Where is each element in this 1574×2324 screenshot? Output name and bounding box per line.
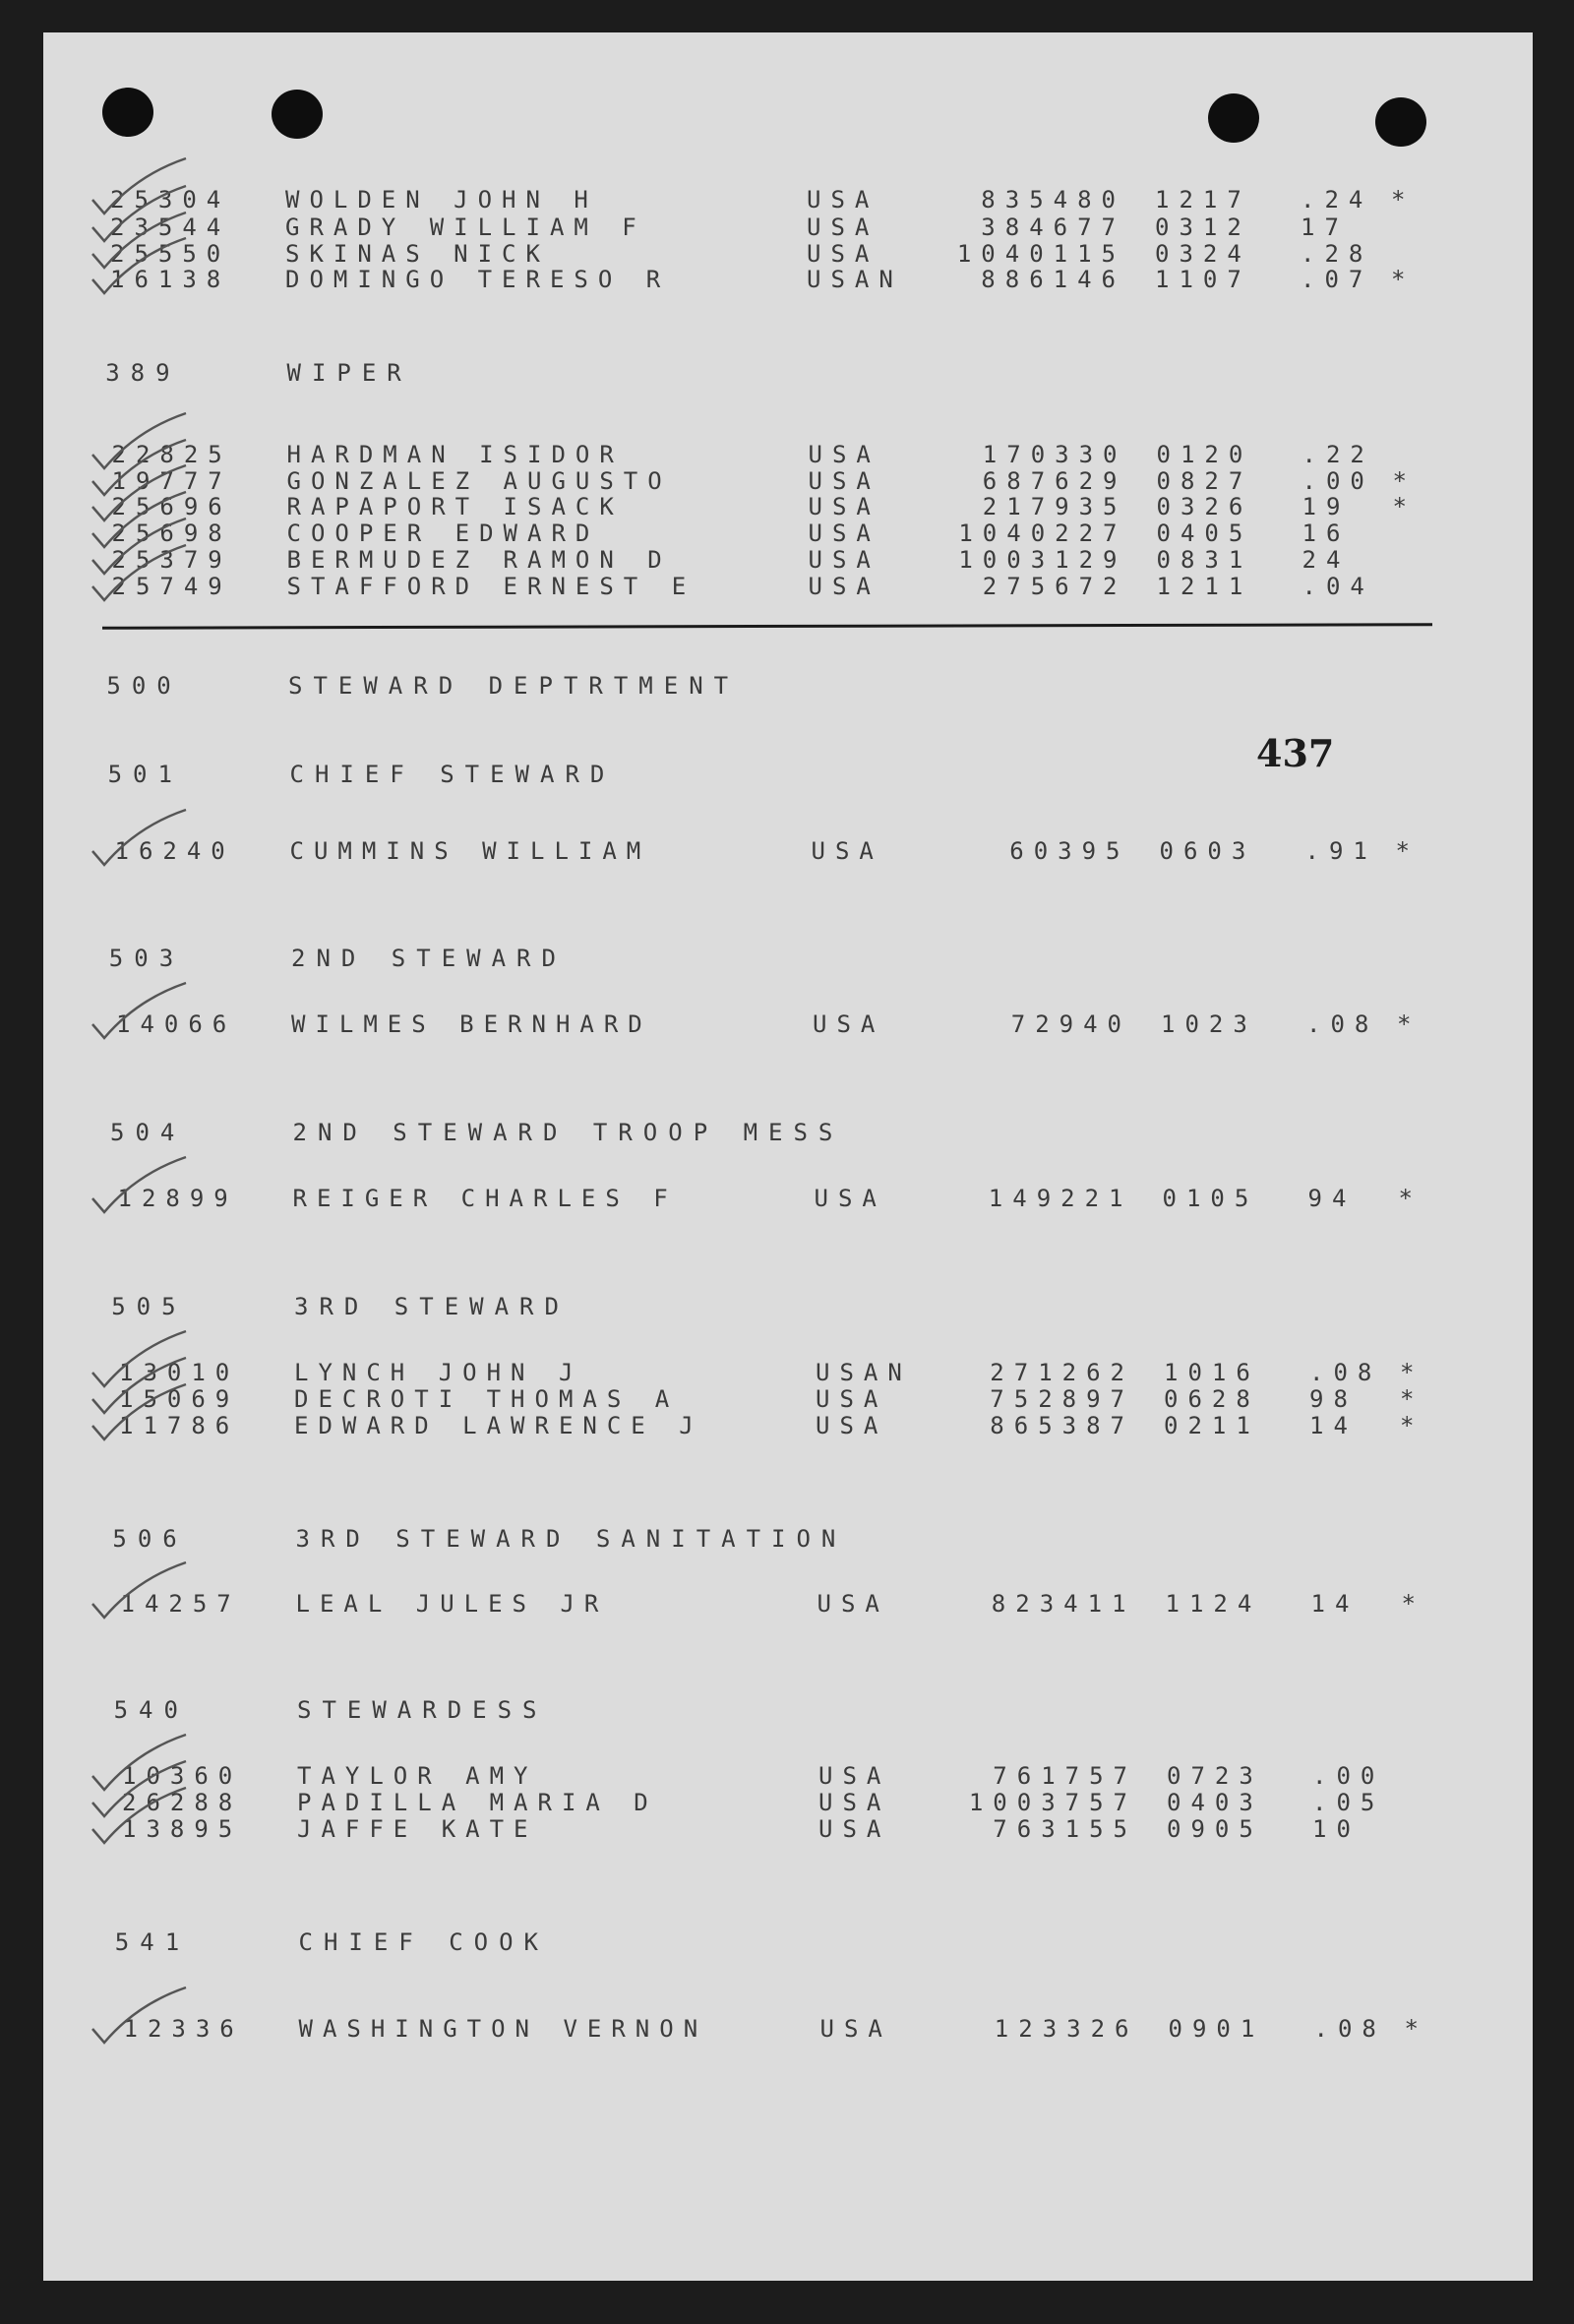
crew-cit: USA xyxy=(808,467,880,495)
crew-name: COOPER EDWARD xyxy=(286,520,600,547)
crew-num: 25550 xyxy=(110,240,231,268)
crew-mark: * xyxy=(1395,837,1420,865)
crew-row xyxy=(43,186,1533,215)
crew-id: 763155 xyxy=(993,1815,1137,1843)
crew-mark: * xyxy=(1400,1385,1424,1413)
crew-row xyxy=(45,546,1535,576)
punch-hole xyxy=(1375,97,1426,147)
crew-pct: 14 xyxy=(1309,1412,1358,1439)
crew-id: 687629 xyxy=(982,467,1127,495)
crew-row xyxy=(49,1010,1539,1040)
crew-cit: USAN xyxy=(816,1359,912,1386)
crew-name: GRADY WILLIAM F xyxy=(285,214,646,241)
section-title: WIPER xyxy=(286,359,412,387)
section-code: 503 xyxy=(108,945,185,972)
crew-name: SKINAS NICK xyxy=(285,240,550,268)
crew-pct: 16 xyxy=(1302,520,1351,547)
crew-num: 14257 xyxy=(120,1590,241,1618)
crew-row xyxy=(55,1762,1544,1792)
crew-id: 72940 xyxy=(1010,1010,1131,1038)
crew-pct: .91 xyxy=(1304,837,1377,865)
punch-hole xyxy=(1208,93,1259,143)
crew-name: DECROTI THOMAS A xyxy=(294,1385,680,1413)
crew-num: 25696 xyxy=(111,493,232,520)
crew-name: EDWARD LAWRENCE J xyxy=(294,1412,703,1439)
crew-row xyxy=(48,837,1538,867)
crew-name: CUMMINS WILLIAM xyxy=(289,837,651,865)
crew-num: 25749 xyxy=(111,573,232,600)
crew-row xyxy=(45,573,1535,602)
section-code: 541 xyxy=(114,1928,191,1956)
crew-num: 25698 xyxy=(111,520,232,547)
crew-pct: .08 xyxy=(1309,1359,1382,1386)
crew-id: 865387 xyxy=(990,1412,1134,1439)
crew-row xyxy=(54,1590,1544,1620)
crew-pct: .04 xyxy=(1302,573,1374,600)
section-title: STEWARD DEPTRTMENT xyxy=(288,672,740,700)
crew-num: 16240 xyxy=(114,837,235,865)
crew-date: 0324 xyxy=(1155,240,1251,268)
crew-cit: USA xyxy=(811,837,883,865)
crew-id: 60395 xyxy=(1009,837,1130,865)
crew-cit: USA xyxy=(808,573,880,600)
crew-pct: 98 xyxy=(1309,1385,1358,1413)
crew-pct: 10 xyxy=(1312,1815,1361,1843)
section-title: STEWARDESS xyxy=(297,1696,548,1724)
crew-pct: .00 xyxy=(1302,467,1374,495)
crew-num: 10360 xyxy=(122,1762,243,1790)
punch-hole xyxy=(102,88,153,137)
crew-cit: USA xyxy=(808,520,880,547)
crew-id: 275672 xyxy=(982,573,1127,600)
crew-mark: * xyxy=(1400,1412,1424,1439)
crew-pct: .24 xyxy=(1301,186,1373,214)
crew-name: PADILLA MARIA D xyxy=(297,1789,658,1816)
crew-num: 22825 xyxy=(111,441,232,468)
crew-pct: 14 xyxy=(1310,1590,1360,1618)
section-title: 2ND STEWARD xyxy=(291,945,567,972)
crew-row xyxy=(52,1359,1542,1388)
crew-cit: USA xyxy=(807,186,879,214)
crew-num: 13895 xyxy=(122,1815,243,1843)
crew-cit: USA xyxy=(808,546,880,574)
crew-row xyxy=(45,493,1535,522)
crew-id: 217935 xyxy=(982,493,1127,520)
crew-cit: USA xyxy=(808,441,880,468)
crew-date: 0628 xyxy=(1164,1385,1260,1413)
section-code: 389 xyxy=(105,359,181,387)
section-code: 504 xyxy=(110,1119,186,1146)
crew-mark: * xyxy=(1398,1185,1423,1212)
crew-row xyxy=(51,1185,1541,1214)
crew-date: 0723 xyxy=(1167,1762,1263,1790)
crew-date: 1023 xyxy=(1161,1010,1257,1038)
crew-cit: USAN xyxy=(807,266,903,293)
crew-cit: USA xyxy=(813,1010,885,1038)
section-code: 501 xyxy=(107,761,183,788)
crew-mark: * xyxy=(1392,493,1417,520)
section-title: 2ND STEWARD TROOP MESS xyxy=(292,1119,844,1146)
crew-name: LYNCH JOHN J xyxy=(294,1359,583,1386)
crew-row xyxy=(55,1789,1544,1818)
crew-name: WOLDEN JOHN H xyxy=(285,186,598,214)
strikethrough-line xyxy=(102,623,1432,630)
crew-row xyxy=(43,214,1533,243)
crew-id: 149221 xyxy=(988,1185,1133,1212)
crew-date: 1217 xyxy=(1155,186,1251,214)
crew-id: 1003757 xyxy=(968,1789,1137,1816)
crew-num: 25304 xyxy=(110,186,231,214)
crew-pct: 24 xyxy=(1302,546,1351,574)
crew-row xyxy=(45,441,1535,470)
crew-name: BERMUDEZ RAMON D xyxy=(286,546,672,574)
section-code: 540 xyxy=(113,1696,189,1724)
crew-num: 15069 xyxy=(119,1385,240,1413)
crew-id: 123326 xyxy=(994,2015,1139,2043)
crew-id: 170330 xyxy=(982,441,1127,468)
crew-pct: .08 xyxy=(1306,1010,1379,1038)
crew-name: TAYLOR AMY xyxy=(297,1762,538,1790)
crew-id: 1040227 xyxy=(958,520,1127,547)
crew-cit: USA xyxy=(807,240,879,268)
crew-id: 271262 xyxy=(990,1359,1134,1386)
crew-id: 752897 xyxy=(990,1385,1134,1413)
crew-date: 0105 xyxy=(1162,1185,1259,1212)
crew-pct: .07 xyxy=(1301,266,1373,293)
crew-pct: .05 xyxy=(1312,1789,1385,1816)
crew-id: 886146 xyxy=(981,266,1125,293)
section-title: CHIEF STEWARD xyxy=(289,761,616,788)
crew-cit: USA xyxy=(818,1762,891,1790)
crew-date: 0312 xyxy=(1155,214,1251,241)
crew-cit: USA xyxy=(808,493,880,520)
crew-mark: * xyxy=(1401,1590,1425,1618)
crew-id: 761757 xyxy=(993,1762,1137,1790)
crew-name: GONZALEZ AUGUSTO xyxy=(286,467,672,495)
crew-pct: 94 xyxy=(1307,1185,1357,1212)
crew-row xyxy=(52,1385,1542,1415)
page-number: 437 xyxy=(1256,731,1335,775)
crew-id: 1003129 xyxy=(958,546,1127,574)
section-code: 505 xyxy=(111,1293,187,1320)
crew-name: WASHINGTON VERNON xyxy=(298,2015,708,2043)
crew-cit: USA xyxy=(807,214,879,241)
crew-name: JAFFE KATE xyxy=(297,1815,538,1843)
crew-num: 14066 xyxy=(116,1010,237,1038)
crew-cit: USA xyxy=(817,1590,889,1618)
crew-num: 26288 xyxy=(122,1789,243,1816)
section-title: 3RD STEWARD SANITATION xyxy=(295,1525,847,1553)
crew-pct: .22 xyxy=(1302,441,1374,468)
crew-name: HARDMAN ISIDOR xyxy=(286,441,624,468)
crew-cit: USA xyxy=(818,1815,891,1843)
crew-row xyxy=(52,1412,1542,1441)
crew-date: 1124 xyxy=(1165,1590,1262,1618)
crew-num: 19777 xyxy=(111,467,232,495)
crew-date: 1211 xyxy=(1156,573,1253,600)
crew-id: 835480 xyxy=(981,186,1125,214)
crew-num: 16138 xyxy=(110,266,231,293)
crew-cit: USA xyxy=(819,2015,892,2043)
crew-date: 0403 xyxy=(1167,1789,1263,1816)
crew-date: 0120 xyxy=(1156,441,1253,468)
crew-mark: * xyxy=(1391,186,1416,214)
section-code: 506 xyxy=(112,1525,188,1553)
crew-date: 0827 xyxy=(1156,467,1253,495)
crew-id: 384677 xyxy=(981,214,1125,241)
crew-cit: USA xyxy=(818,1789,891,1816)
crew-id: 823411 xyxy=(991,1590,1136,1618)
crew-num: 25379 xyxy=(111,546,232,574)
crew-num: 12899 xyxy=(117,1185,238,1212)
crew-date: 1107 xyxy=(1155,266,1251,293)
crew-date: 0905 xyxy=(1167,1815,1263,1843)
crew-row xyxy=(45,520,1535,549)
crew-cit: USA xyxy=(814,1185,886,1212)
section-title: 3RD STEWARD xyxy=(294,1293,570,1320)
crew-mark: * xyxy=(1397,1010,1422,1038)
crew-num: 11786 xyxy=(119,1412,240,1439)
crew-cit: USA xyxy=(816,1412,888,1439)
crew-mark: * xyxy=(1400,1359,1424,1386)
section-code: 500 xyxy=(106,672,182,700)
crew-mark: * xyxy=(1404,2015,1428,2043)
punch-hole xyxy=(272,90,323,139)
crew-date: 0326 xyxy=(1156,493,1253,520)
crew-num: 12336 xyxy=(123,2015,244,2043)
document-page xyxy=(43,32,1533,2281)
crew-name: DOMINGO TERESO R xyxy=(285,266,671,293)
crew-cit: USA xyxy=(816,1385,888,1413)
crew-mark: * xyxy=(1391,266,1416,293)
crew-name: RAPAPORT ISACK xyxy=(286,493,624,520)
crew-pct: .08 xyxy=(1313,2015,1386,2043)
crew-pct: .00 xyxy=(1312,1762,1385,1790)
crew-pct: 19 xyxy=(1302,493,1351,520)
crew-name: WILMES BERNHARD xyxy=(291,1010,652,1038)
crew-date: 1016 xyxy=(1164,1359,1260,1386)
crew-mark: * xyxy=(1392,467,1417,495)
crew-name: REIGER CHARLES F xyxy=(292,1185,678,1212)
crew-row xyxy=(55,1815,1544,1845)
crew-date: 0831 xyxy=(1156,546,1253,574)
crew-date: 0901 xyxy=(1168,2015,1265,2043)
crew-date: 0405 xyxy=(1156,520,1253,547)
crew-name: LEAL JULES JR xyxy=(295,1590,609,1618)
crew-pct: 17 xyxy=(1301,214,1349,241)
crew-name: STAFFORD ERNEST E xyxy=(286,573,696,600)
crew-date: 0211 xyxy=(1164,1412,1260,1439)
crew-row xyxy=(57,2015,1546,2045)
crew-date: 0603 xyxy=(1159,837,1256,865)
section-title: CHIEF COOK xyxy=(298,1928,549,1956)
crew-id: 1040115 xyxy=(956,240,1125,268)
crew-num: 23544 xyxy=(110,214,231,241)
crew-pct: .28 xyxy=(1301,240,1373,268)
crew-row xyxy=(43,266,1533,295)
crew-num: 13010 xyxy=(119,1359,240,1386)
